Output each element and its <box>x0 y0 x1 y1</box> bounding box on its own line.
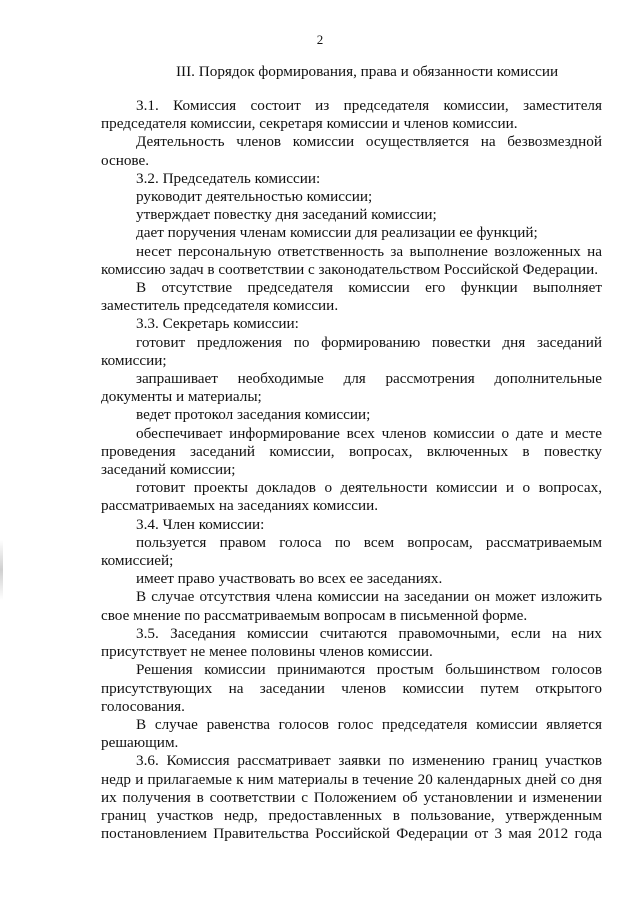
paragraph: 3.6. Комиссия рассматривает заявки по изменению границ участков недр и прилагаемые к ним материалы в течение 20 календарных дней со дня их получения в соответствии с Положением об установлении и изменении границ участков недр, предоставленных в пользование, утвержденным постановлением Правительства Российской Федерации от 3 мая 2012 года <box>101 752 602 843</box>
paragraph: 3.1. Комиссия состоит из председателя комиссии, заместителя председателя комиссии, секретаря комиссии и членов комиссии. <box>101 97 602 133</box>
paragraph: дает поручения членам комиссии для реализации ее функций; <box>136 224 538 242</box>
section-heading: III. Порядок формирования, права и обязанности комиссии <box>176 63 559 80</box>
paragraph: 3.3. Секретарь комиссии: <box>136 315 299 333</box>
paragraph: утверждает повестку дня заседаний комиссии; <box>136 206 437 224</box>
paragraph: В отсутствие председателя комиссии его функции выполняет заместитель председателя комиссии. <box>101 279 602 315</box>
paragraph: обеспечивает информирование всех членов комиссии о дате и месте проведения заседаний комиссии, вопросах, включенных в повестку заседаний комиссии; <box>101 424 602 479</box>
document-body <box>101 97 602 843</box>
paragraph: ведет протокол заседания комиссии; <box>136 406 371 424</box>
paragraph: имеет право участвовать во всех ее заседаниях. <box>136 570 443 588</box>
paragraph: 3.2. Председатель комиссии: <box>136 169 321 187</box>
scan-edge-mark <box>0 540 3 600</box>
paragraph: 3.5. Заседания комиссии считаются правомочными, если на них присутствует не менее половины членов комиссии. <box>101 624 602 661</box>
paragraph: готовит предложения по формированию повестки дня заседаний комиссии; <box>101 333 602 369</box>
paragraph: Решения комиссии принимаются простым большинством голосов присутствующих на заседании членов комиссии путем открытого голосования. <box>101 661 602 715</box>
paragraph: запрашивает необходимые для рассмотрения дополнительные документы и материалы; <box>101 370 602 406</box>
paragraph: Деятельность членов комиссии осуществляется на безвозмездной основе. <box>101 133 602 169</box>
paragraph: В случае равенства голосов голос председателя комиссии является решающим. <box>101 715 602 752</box>
paragraph: несет персональную ответственность за выполнение возложенных на комиссию задач в соответствии с законодательством Российской Федерации. <box>101 242 602 278</box>
paragraph: 3.4. Член комиссии: <box>136 515 265 533</box>
page-number: 2 <box>316 32 324 47</box>
paragraph: пользуется правом голоса по всем вопросам, рассматриваемым комиссией; <box>101 533 602 570</box>
paragraph: В случае отсутствия члена комиссии на заседании он может изложить свое мнение по рассматриваемым вопросам в письменной форме. <box>101 588 602 624</box>
paragraph: готовит проекты докладов о деятельности комиссии и о вопросах, рассматриваемых на заседаниях комиссии. <box>101 479 602 515</box>
paragraph: руководит деятельностью комиссии; <box>136 188 373 206</box>
